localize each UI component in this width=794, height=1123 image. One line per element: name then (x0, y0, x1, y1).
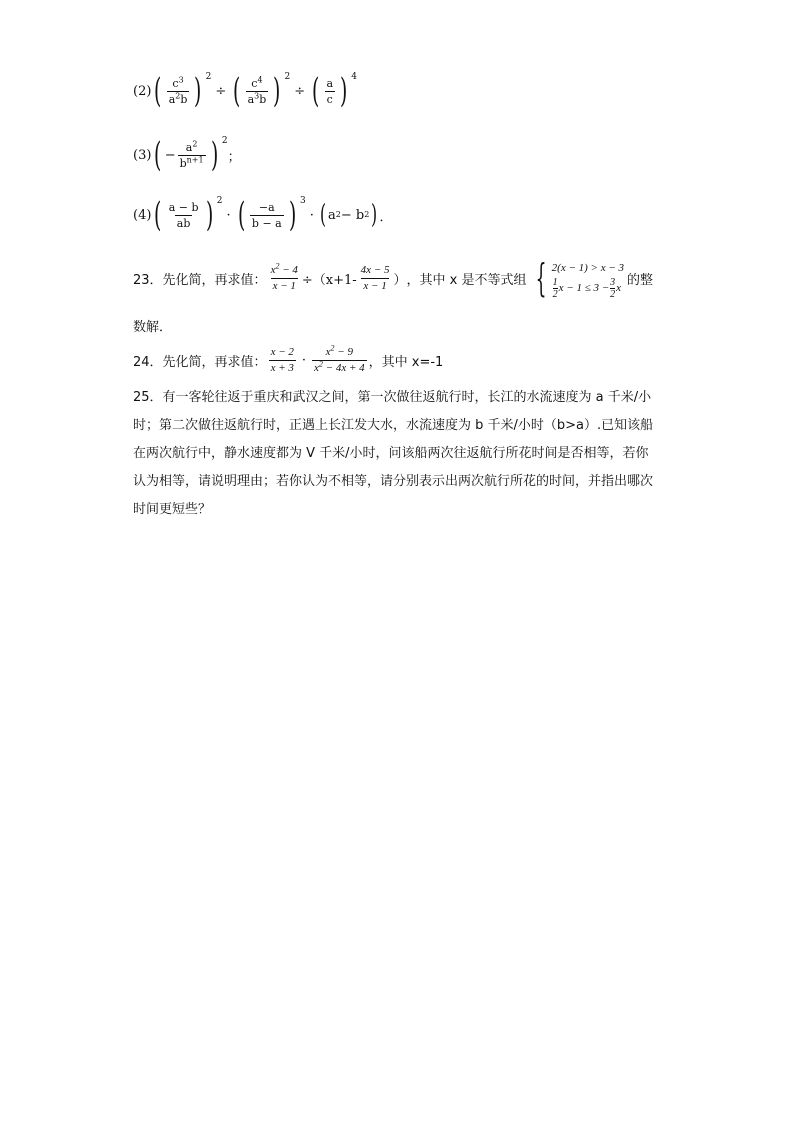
expr-fraction-1: $\frac{x^2 - 4}{x - 1}$ (270, 260, 298, 292)
problem-24-tail: ，其中 x=-1 (368, 355, 444, 370)
expr-fraction-2: $\frac{4x - 5}{x - 1}$ (360, 263, 390, 292)
term-3: ( $\frac{a}{c}$ ) 4 (312, 71, 357, 111)
problem-3-label: (3) (133, 147, 152, 163)
term-2: ( $\frac{-a}{b - a}$ ) 3 (237, 195, 306, 235)
term-1: ( $\frac{a - b}{ab}$ ) 2 (154, 195, 223, 235)
expr-fraction-2: $\frac{x^2 - 9}{x^2 - 4x + 4}$ (314, 343, 365, 374)
term-1: ( − $\frac{a^2}{b^{n+1}}$ ) 2 (154, 135, 228, 175)
problem-23-intro: 先化简，再求值： (162, 272, 267, 288)
expr-operator: ÷（x+1- (301, 272, 357, 288)
term-2: ( $\frac{c^4}{a^3b}$ ) 2 (233, 71, 291, 111)
problem-2: (2) ( $\frac{c^3}{a^2b}$ ) 2 ÷ ( $\frac{c^4}{a^3b}$ ) 2 ÷ ( $\frac{a}{c}$ ) 4 (133, 71, 357, 111)
expr-fraction-1: $\frac{x - 2}{x + 3}$ (270, 346, 294, 374)
problem-24: 24． 先化简，再求值： $\frac{x - 2}{x + 3}$ · $\frac{x^2 - 9}{x^2 - 4x + 4}$ ，其中 x=-1 (133, 343, 444, 374)
problem-25-number: 25． (133, 390, 163, 405)
problem-25 (133, 384, 661, 524)
problem-23-tail: 的整 (627, 272, 654, 288)
problem-23-mid: ，其中 x 是不等式组 (406, 272, 527, 288)
problem-4-label: (4) (133, 207, 152, 223)
term-1: ( $\frac{c^3}{a^2b}$ ) 2 (154, 71, 212, 111)
inequality-system: { 2(x − 1) > x − 3 1 2 x − 1 ≤ 3 − 3 2 x (536, 256, 625, 300)
problem-23-continuation: 数解． (133, 320, 173, 335)
problem-3-end: ； (227, 149, 241, 165)
problem-23: 23． 先化简，再求值： $\frac{x^2 - 4}{x - 1}$ ÷（x+1- $\frac{4x - 5}{x - 1}$ ） ，其中 x 是不等式组 { 2(x − 1) > x − 3 1 2 x − 1 ≤ 3 − 3 2 x 的整 (133, 256, 654, 300)
term-3: ( a 2 − b 2 ) (319, 200, 378, 230)
problem-24-intro: 先化简，再求值： (162, 355, 267, 370)
problem-23-number: 23． (133, 272, 163, 288)
problem-4-end: ． (379, 209, 393, 225)
problem-3 (133, 135, 241, 175)
problem-2-label: (2) (133, 83, 152, 99)
problem-4: (4) ( $\frac{a - b}{ab}$ ) 2 · ( $\frac{-a}{b - a}$ ) 3 · ( a 2 − b 2 ) ． (133, 195, 393, 235)
problem-25-text: 有一客轮往返于重庆和武汉之间，第一次做往返航行时，长江的水流速度为 a 千米/小时；第二次做往返航行时，正遇上长江发大水，水流速度为 b 千米/小时（b>a）.已知该船在两次航行中，静水速度都为 V 千米/小时，问该船两次往返航行所花时间是否相等，若你认为相等，请说明理由；若你认为不相等，请分别表示出两次航行所花的时间，并指出哪次时间更短些？ (133, 390, 654, 517)
problem-24-number: 24． (133, 355, 163, 370)
